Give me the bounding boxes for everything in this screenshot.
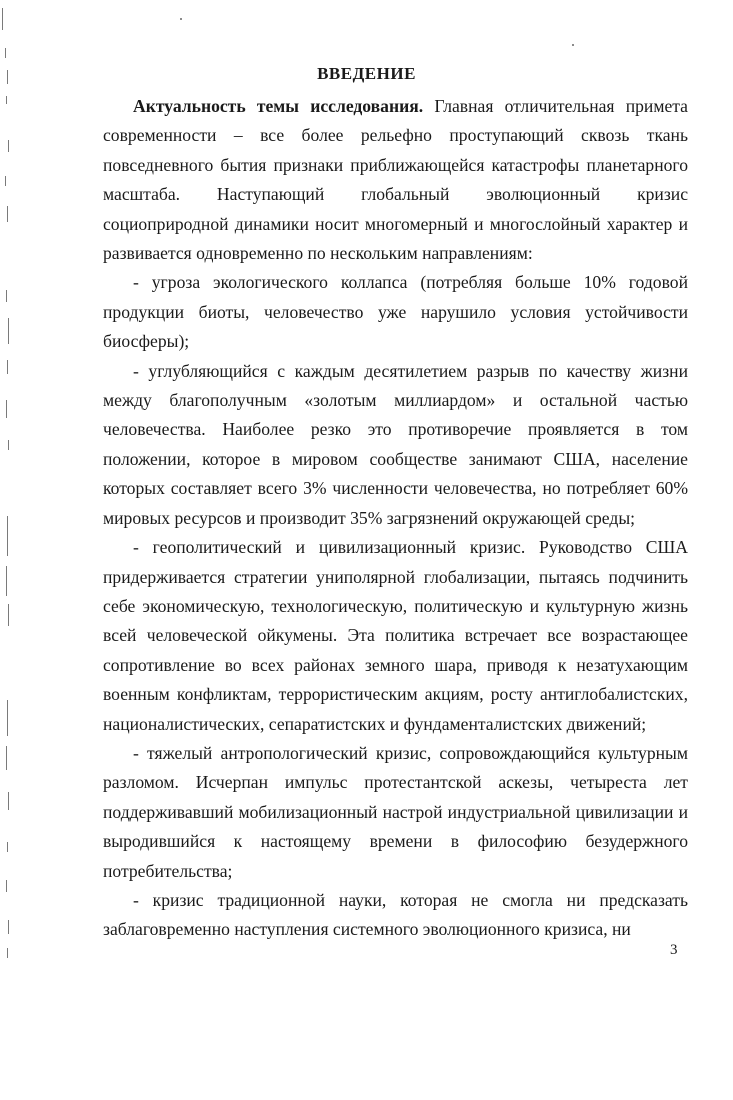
paragraph-anthropological-crisis: - тяжелый антропологический кризис, сопровождающийся культурным разломом. Исчерпан импульс протестантской аскезы, четыреста лет поддерживавший мобилизационный настрой индустриальной цивилизации и выродившийся к настоящему времени в философию безудержного потребительства;	[103, 742, 688, 881]
paragraph-intro	[103, 92, 688, 268]
paragraph-quality-of-life-gap: - углубляющийся с каждым десятилетием разрыв по качеству жизни между благополучным «золотым миллиардом» и остальной частью человечества. Наиболее резко это противоречие проявляется в том положении, которое в мировом сообществе занимают США, население которых составляет всего 3% численности человечества, но потребляет 60% мировых ресурсов и производит 35% загрязнений окружающей среды;	[103, 360, 688, 528]
scan-speck	[180, 18, 182, 20]
intro-text: Главная отличительная примета современности – все более рельефно проступающий сквозь ткань повседневного бытия признаки приближающейся катастрофы планетарного масштаба. Наступающий глобальный эволюционный кризис социоприродной динамики носит многомерный и многослойный характер и развивается одновременно по нескольким направлениям:	[103, 96, 688, 264]
scan-speck	[572, 44, 574, 46]
scan-margin-artifacts	[2, 0, 16, 1000]
paragraph-geopolitical-crisis: - геополитический и цивилизационный кризис. Руководство США придерживается стратегии униполярной глобализации, пытаясь подчинить себе экономическую, технологическую, политическую и культурную жизнь всей человеческой ойкумены. Эта политика встречает все возрастающее сопротивление во всех районах земного шара, приводя к незатухающим военным конфликтам, террористическим акциям, росту антиглобалистских, националистических, сепаратистских и фундаменталистских движений;	[103, 537, 688, 734]
body-text	[103, 92, 688, 945]
page-number: 3	[670, 942, 678, 958]
page-heading: ВВЕДЕНИЕ	[317, 64, 416, 83]
paragraph-ecological-collapse: - угроза экологического коллапса (потребляя больше 10% годовой продукции биоты, человечество уже нарушило условия устойчивости биосферы);	[103, 272, 688, 352]
lead-bold-phrase: Актуальность темы исследования.	[133, 96, 424, 116]
paragraph-science-crisis: - кризис традиционной науки, которая не смогла ни предсказать заблаговременно наступления системного эволюционного кризиса, ни	[103, 889, 688, 940]
